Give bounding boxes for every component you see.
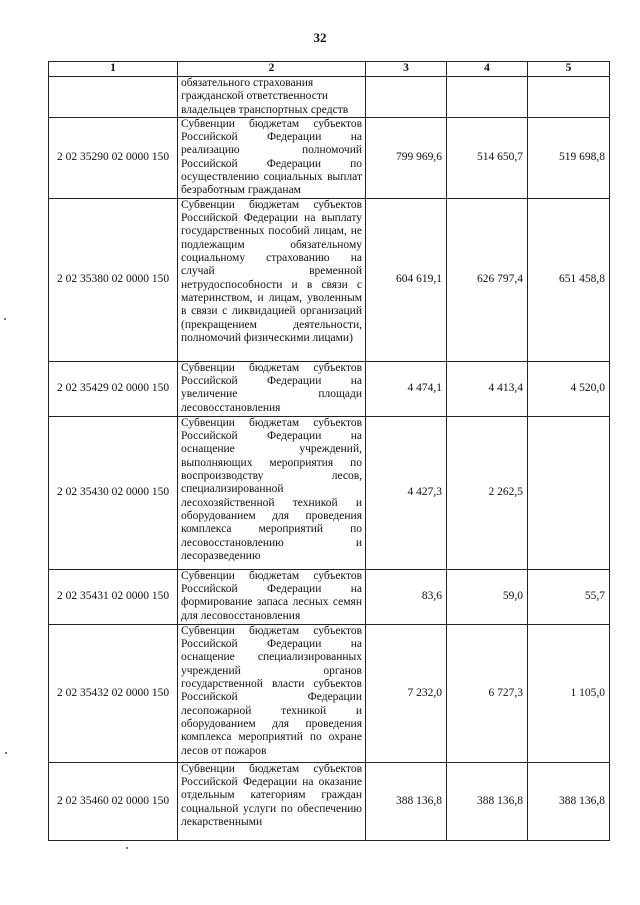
row-value-3: 388 136,8: [366, 762, 447, 840]
table-row: [49, 762, 610, 840]
row-value-4: 6 727,3: [447, 624, 528, 762]
row-value-3: 83,6: [366, 569, 447, 624]
table-row: [49, 624, 610, 762]
row-value-3: [366, 77, 447, 118]
row-value-4: 4 413,4: [447, 361, 528, 416]
row-description: Субвенции бюджетам субъектов Российской Федерации на увеличение площади лесовосстановления: [178, 361, 366, 416]
table-row: [49, 198, 610, 361]
column-header-1: 1: [49, 62, 178, 77]
row-description: Субвенции бюджетам субъектов Российской Федерации на оснащение специализированных учреждений органов государственной власти субъектов Российской Федерации лесопожарной техникой и оборудованием для проведения комплекса мероприятий по охране лесов от пожаров: [178, 624, 366, 762]
row-code: 2 02 35290 02 0000 150: [49, 117, 178, 198]
row-description: Субвенции бюджетам субъектов Российской Федерации на выплату государственных пособий лицам, не подлежащим обязательному социальному страхованию на случай временной нетрудоспособности и в связи с материнством, и лицам, уволенным в связи с ликвидацией организаций (прекращением деятельности, полномочий физическими лицами): [178, 198, 366, 361]
row-code: 2 02 35429 02 0000 150: [49, 361, 178, 416]
row-value-5: 651 458,8: [528, 198, 610, 361]
budget-table: [48, 61, 610, 841]
row-value-3: 799 969,6: [366, 117, 447, 198]
table-row: [49, 569, 610, 624]
row-value-4: 2 262,5: [447, 416, 528, 569]
row-value-4: 388 136,8: [447, 762, 528, 840]
row-code: 2 02 35431 02 0000 150: [49, 569, 178, 624]
row-code: [49, 77, 178, 118]
row-value-5: 55,7: [528, 569, 610, 624]
table-row: [49, 361, 610, 416]
page-number: 32: [313, 30, 327, 45]
row-value-5: 4 520,0: [528, 361, 610, 416]
scan-speck: [126, 847, 128, 849]
scan-speck: [4, 318, 6, 320]
row-description: Субвенции бюджетам субъектов Российской Федерации на оснащение учреждений, выполняющих мероприятия по воспроизводству лесов, специализированной лесохозяйственной техникой и оборудованием для проведения комплекса мероприятий по лесовосстановлению и лесоразведению: [178, 416, 366, 569]
row-description: Субвенции бюджетам субъектов Российской Федерации на реализацию полномочий Российской Федерации по осуществлению социальных выплат безработным гражданам: [178, 117, 366, 198]
row-code: 2 02 35430 02 0000 150: [49, 416, 178, 569]
column-header-4: 4: [447, 62, 528, 77]
row-value-3: 4 427,3: [366, 416, 447, 569]
row-value-4: 626 797,4: [447, 198, 528, 361]
column-header-2: 2: [178, 62, 366, 77]
row-value-3: 4 474,1: [366, 361, 447, 416]
row-description: Субвенции бюджетам субъектов Российской Федерации на формирование запаса лесных семян для лесовосстановления: [178, 569, 366, 624]
column-header-3: 3: [366, 62, 447, 77]
row-code: 2 02 35432 02 0000 150: [49, 624, 178, 762]
table-row: [49, 416, 610, 569]
table-row: [49, 77, 610, 118]
row-value-4: 514 650,7: [447, 117, 528, 198]
row-value-3: 7 232,0: [366, 624, 447, 762]
row-value-4: [447, 77, 528, 118]
row-code: 2 02 35380 02 0000 150: [49, 198, 178, 361]
scan-speck: [5, 752, 7, 754]
row-value-5: 1 105,0: [528, 624, 610, 762]
row-value-5: 519 698,8: [528, 117, 610, 198]
column-header-5: 5: [528, 62, 610, 77]
row-value-3: 604 619,1: [366, 198, 447, 361]
row-code: 2 02 35460 02 0000 150: [49, 762, 178, 840]
row-description: Субвенции бюджетам субъектов Российской Федерации на оказание отдельным категориям граждан социальной услуги по обеспечению лекарственными: [178, 762, 366, 840]
header-row: [49, 62, 610, 77]
row-description: обязательного страхования гражданской ответственности владельцев транспортных средств: [178, 77, 366, 118]
row-value-5: [528, 77, 610, 118]
row-value-5: [528, 416, 610, 569]
row-value-4: 59,0: [447, 569, 528, 624]
table-row: [49, 117, 610, 198]
row-value-5: 388 136,8: [528, 762, 610, 840]
